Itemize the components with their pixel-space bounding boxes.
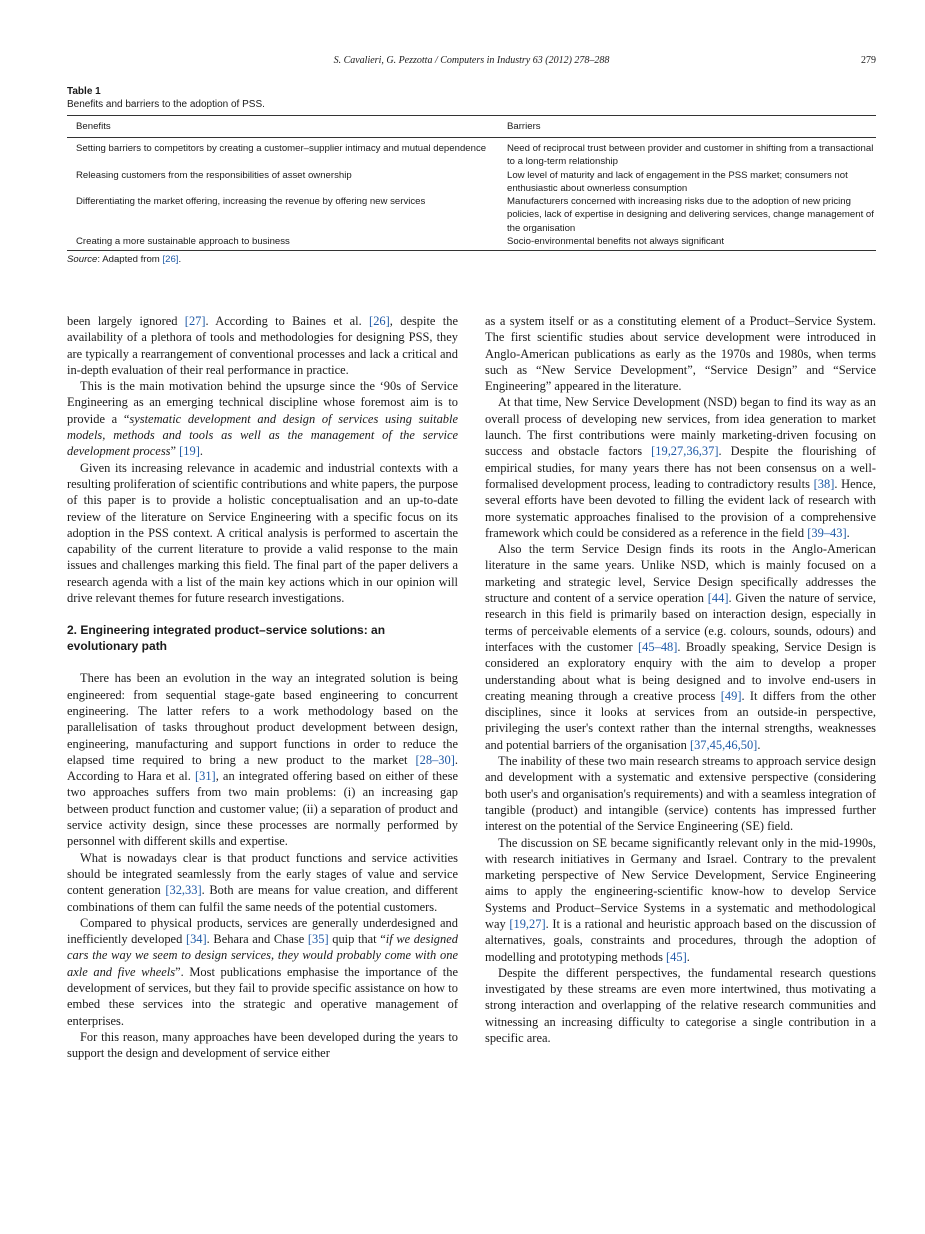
- text-run: . According to Hara et al.: [67, 752, 458, 784]
- text-run: .: [686, 949, 690, 964]
- right-column: [485, 313, 876, 1046]
- text-run: . Given the nature of service, research in this field is primarily based on interaction design, especially in terms of perceivable elements of a service (e.g. colours, sounds, odours) and interfaces with the customer: [485, 591, 876, 654]
- text-run: The inability of these two main research streams to approach service design and development with a systematic and extensive perspective (considering both user's and organisation's requirements) and with a seamless integration of tangible (product) and intangible (service) contents has impressed further interest on the potential of the Service Engineering (SE) field.: [485, 754, 876, 834]
- text-run: There has been an evolution in the way an integrated solution is being engineered: from sequential stage-gate based engineering to concurrent engineering. The latter refers to a work methodology based on the parallelisation of tasks throughout product development between design, engineering, manufacturing and support functions in order to reduce the elapsed time required to bring a new product to the market: [67, 671, 458, 767]
- text-run: . Hence, several efforts have been devoted to filling the evident lack of research with more systematic approaches finalised to the provision of a comprehensive framework which could be considered as a reference in the field: [485, 476, 876, 540]
- table-label: Table 1: [67, 86, 101, 97]
- text-run: Compared to physical products, services are generally underdesigned and inefficiently developed: [67, 915, 458, 947]
- table-row: [67, 195, 876, 235]
- page-number: 279: [861, 55, 876, 66]
- citation-link[interactable]: [45–48]: [638, 639, 678, 654]
- text-run: . Behara and Chase: [206, 932, 308, 947]
- text-run: , an integrated offering based on either of these two approaches suffers from two main problems: (i) an increasing gap between product function and customer value; (ii) a separation of product and service activity design, since these processes are normally performed by personnel with different skills and expertise.: [67, 769, 458, 849]
- citation-link[interactable]: [31]: [194, 769, 216, 784]
- paragraph: [67, 1029, 458, 1062]
- table-header-row: [67, 116, 876, 138]
- paragraph: [67, 670, 458, 849]
- citation-link[interactable]: [34]: [185, 932, 207, 947]
- text-run: . It differs from the other disciplines, since it looks at services from an outside-in perspective, privileging the user's context rather than the internal strengths, weaknesses and potential barriers of the organisation: [485, 688, 876, 752]
- table-row: [67, 235, 876, 251]
- paragraph: [485, 835, 876, 965]
- left-column: [67, 313, 458, 1061]
- table-caption: Benefits and barriers to the adoption of PSS.: [67, 99, 265, 110]
- text-run: For this reason, many approaches have been developed during the years to support the design and development of service either: [67, 1029, 458, 1061]
- table-1: [67, 86, 876, 266]
- paragraph: [67, 850, 458, 915]
- running-head: S. Cavalieri, G. Pezzotta / Computers in Industry 63 (2012) 278–288: [333, 55, 610, 66]
- italic-text: if we designed cars the way we seem to design services, they would probably come with one axle and five wheels: [67, 932, 458, 979]
- benefit-cell: Creating a more sustainable approach to business: [67, 235, 498, 251]
- barrier-cell: Manufacturers concerned with increasing risks due to the adoption of new pricing policies, lack of expertise in designing and delivering services, change management of the organisation: [507, 196, 874, 234]
- text-run: What is nowadays clear is that product functions and service activities should be integrated seamlessly from the early stages of value and service content generation: [67, 850, 458, 898]
- source-label: Source: [67, 254, 98, 266]
- source-end: .: [178, 254, 182, 266]
- text-run: Also the term Service Design finds its roots in the Anglo-American literature in the same years. Unlike NSD, which is mainly focused on a marketing and strategic level, Service Design specifically addresses the structure and content of a service operation: [485, 542, 876, 606]
- citation-link[interactable]: [45]: [666, 949, 687, 964]
- paragraph: [485, 541, 876, 753]
- citation-link[interactable]: [32,33]: [165, 883, 202, 898]
- paragraph: [67, 313, 458, 378]
- barrier-cell: Low level of maturity and lack of engagement in the PSS market; consumers not enthusiastic about ownerless consumption: [507, 169, 848, 194]
- text-run: Despite the different perspectives, the fundamental research questions investigated by these streams are even more intertwined, thus motivating a strong interaction and overlapping of the relative research communities and witnessing an increasing difficulty to categorise a single contribution in a specific area.: [485, 965, 876, 1046]
- table-row: [67, 138, 876, 169]
- citation-link[interactable]: [27]: [184, 314, 206, 328]
- text-run: This is the main motivation behind the upsurge since the ‘90s of Service Engineering as an emerging technical discipline whose foremost aim is to provide a “: [67, 379, 458, 426]
- source-text: : Adapted from: [97, 254, 163, 266]
- table-source: [67, 253, 876, 266]
- citation-link[interactable]: [19]: [179, 444, 200, 459]
- citation-link[interactable]: [19,27,36,37]: [651, 444, 719, 459]
- citation-link[interactable]: [28–30]: [415, 752, 455, 767]
- citation-link[interactable]: [44]: [707, 591, 729, 606]
- text-run: Given its increasing relevance in academic and industrial contexts with a resulting proliferation of scientific contributions and white papers, the purpose of this paper is to provide a holistic conceptualisation and an up-to-date review of the literature on Service Engineering with a specific focus on its adoption in the PSS context. A critical analysis is performed to ascertain the capability of the current literature to provide a valid response to the main issues and challenges marking this field. The final part of the paper delivers a research agenda with a list of the main key actions which in our opinion will drive relevant themes for future research investigations.: [67, 460, 458, 606]
- text-run: At that time, New Service Development (NSD) began to find its way as an overall process of developing new services, from idea generation to market launch. The first contributions were mainly marketing-driven focusing on success and obstacle factors: [485, 395, 876, 459]
- benefit-cell: Setting barriers to competitors by creating a customer–supplier intimacy and mutual dependence: [76, 143, 487, 154]
- benefit-cell: Differentiating the market offering, increasing the revenue by offering new services: [76, 196, 426, 208]
- running-header: [67, 55, 876, 71]
- barrier-cell: Socio-environmental benefits not always significant: [498, 235, 876, 251]
- citation-link[interactable]: [19,27]: [509, 916, 546, 931]
- text-run: The discussion on SE became significantly relevant only in the mid-1990s, with research initiatives in Germany and Israel. Contrary to the prevalent marketing perspective of New Service Development, Service Engineering aims to apply the engineering-scientific know-how to develop Service Systems and Product–Service Systems in a systematic and methodological way: [485, 835, 876, 931]
- text-run: . Despite the flourishing of empirical studies, for many years there has not been consensus on a well-formalised development process, leading to contradictory results: [485, 444, 876, 491]
- table-row: [67, 169, 876, 196]
- section-heading: 2. Engineering integrated product–service solutions: an evolutionary path: [67, 623, 386, 654]
- paragraph: [67, 460, 458, 607]
- citation-link[interactable]: [26]: [369, 314, 390, 328]
- source-reference-link[interactable]: [26]: [162, 254, 179, 266]
- benefit-cell: Releasing customers from the responsibilities of asset ownership: [76, 169, 352, 181]
- text-run: as a system itself or as a constituting element of a Product–Service System. The first scientific studies about service development were introduced in Anglo-American publications as early as the 1970s and 1980s, when terms such as “New Service Development”, “Service Design” and “Service Engineering” appeared in the literature.: [485, 314, 876, 394]
- text-run: been largely ignored: [67, 314, 185, 328]
- paragraph: [485, 753, 876, 834]
- text-run: .: [199, 444, 203, 459]
- text-run: . It is a rational and heuristic approach based on the discussion of alternatives, goals, constraints and procedures, through the adoption of modelling and prototyping methods: [485, 916, 876, 964]
- italic-text: systematic development and design of services using suitable models, methods and tools as well as the management of the service development process: [67, 411, 458, 459]
- citation-link[interactable]: [37,45,46,50]: [689, 737, 758, 752]
- text-run: . Both are means for value creation, and different combinations of them can fulfil the same needs of the potential customers.: [67, 883, 458, 914]
- paragraph: [67, 915, 458, 1029]
- benefits-barriers-table: [67, 115, 876, 251]
- text-run: ”. Most publications emphasise the importance of the development of services, but they fail to provide specific assistance on how to embed these services into the strategic and operative management of enterprises.: [67, 964, 458, 1028]
- citation-link[interactable]: [35]: [307, 932, 329, 947]
- citation-link[interactable]: [39–43]: [807, 525, 847, 540]
- text-run: ”: [170, 444, 180, 459]
- text-run: quip that “: [328, 932, 386, 947]
- paragraph: [485, 313, 876, 394]
- text-run: .: [846, 525, 850, 540]
- barrier-cell: Need of reciprocal trust between provider and customer in shifting from a transactional to a long-term relationship: [507, 143, 874, 168]
- column-header-barriers: Barriers: [498, 116, 876, 138]
- text-run: .: [757, 737, 761, 752]
- citation-link[interactable]: [38]: [813, 476, 835, 491]
- paragraph: [67, 378, 458, 459]
- text-run: , despite the availability of a plethora of tools and methodologies for designing PSS, they are typically a rearrangement of conventional processes and lack a critical and in-depth evaluation of their real performance in practice.: [67, 314, 458, 377]
- paragraph: [485, 965, 876, 1046]
- paragraph: [485, 394, 876, 541]
- citation-link[interactable]: [49]: [720, 688, 742, 703]
- text-run: . Broadly speaking, Service Design is considered an exploratory enquiry with the aim to develop a proper understanding about what is being designed and to involve end-users in creating meaning through a creative process: [485, 639, 876, 703]
- text-run: . According to Baines et al.: [205, 314, 370, 328]
- column-header-benefits: Benefits: [67, 116, 498, 138]
